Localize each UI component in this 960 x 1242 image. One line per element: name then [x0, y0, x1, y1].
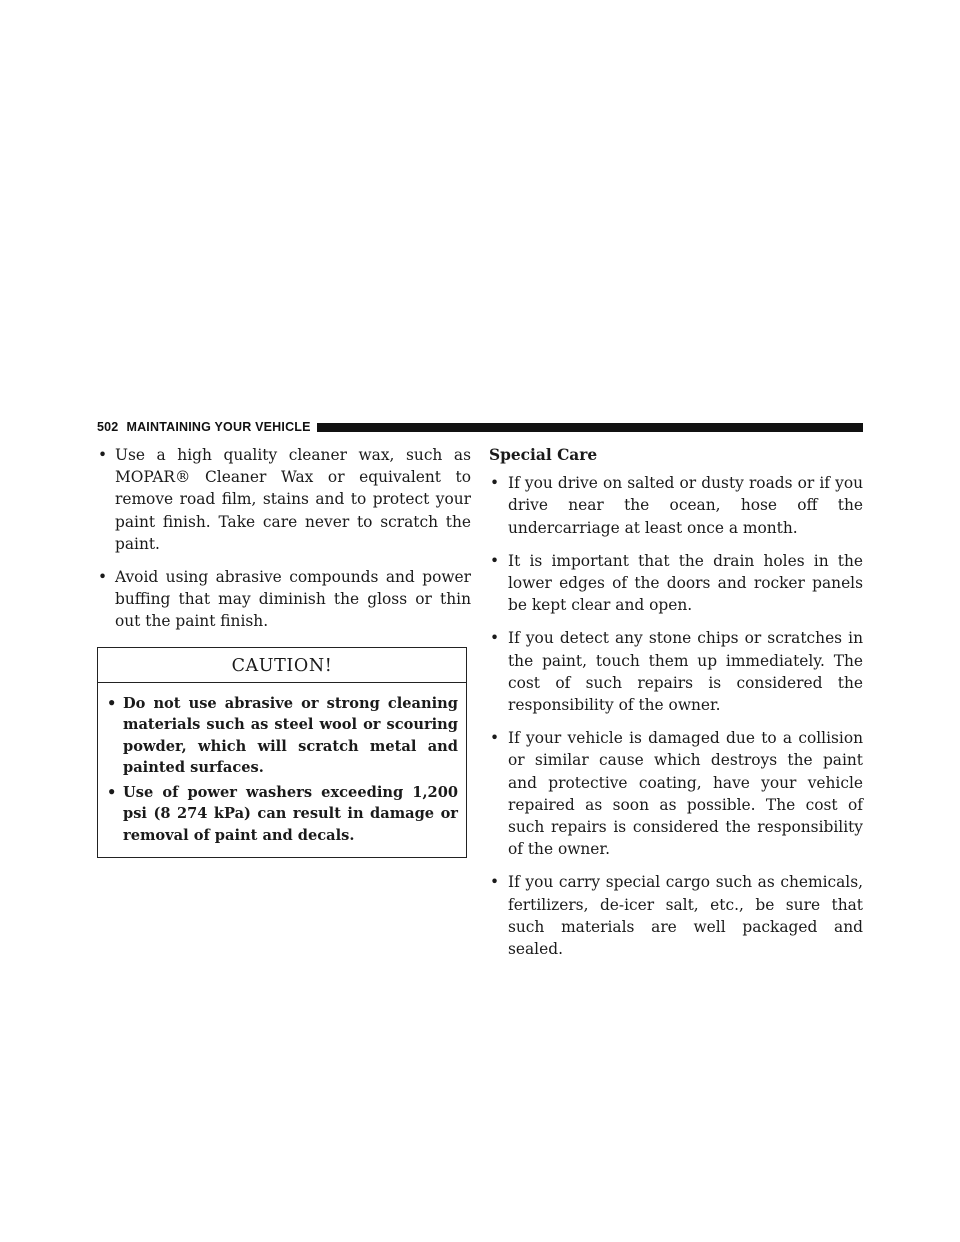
bullet-icon: •: [98, 446, 108, 464]
header-rule: [317, 423, 863, 432]
section-title: MAINTAINING YOUR VEHICLE: [126, 420, 311, 434]
bullet-icon: •: [490, 629, 500, 648]
list-item: [489, 627, 863, 716]
list-item-text: Avoid using abrasive compounds and power buffing that may diminish the gloss or thin out the paint finish.: [115, 568, 471, 631]
list-item-text: If your vehicle is damaged due to a collision or similar cause which destroys the paint and protective coating, have your vehicle repaired as soon as possible. The cost of such repairs is considered the responsibility of the owner.: [508, 729, 863, 859]
bullet-icon: •: [107, 694, 117, 712]
section-heading: Special Care: [489, 446, 598, 464]
list-item: [489, 472, 863, 539]
bullet-icon: •: [490, 474, 500, 493]
left-column: [97, 444, 471, 858]
caution-box: [97, 647, 467, 859]
caution-body: [98, 683, 466, 858]
page-header: [97, 418, 863, 436]
caution-item: [106, 693, 458, 779]
caution-title: CAUTION!: [98, 648, 466, 683]
caution-item: [106, 782, 458, 847]
list-item: [97, 566, 471, 633]
list-item-text: If you drive on salted or dusty roads or if you drive near the ocean, hose off the undercarriage at least once a month.: [508, 474, 863, 537]
right-column: [489, 444, 863, 971]
list-item: [489, 550, 863, 617]
caution-item-text: Do not use abrasive or strong cleaning materials such as steel wool or scouring powder, which will scratch metal and painted surfaces.: [123, 694, 458, 777]
bullet-icon: •: [490, 873, 500, 892]
list-item: [489, 727, 863, 860]
list-item-text: If you detect any stone chips or scratches in the paint, touch them up immediately. The cost of such repairs is considered the responsibility of the owner.: [508, 629, 863, 715]
caution-item-text: Use of power washers exceeding 1,200 psi (8 274 kPa) can result in damage or removal of paint and decals.: [123, 783, 458, 844]
bullet-icon: •: [107, 783, 117, 801]
page-number: 502: [97, 420, 119, 434]
list-item: [97, 444, 471, 555]
list-item-text: It is important that the drain holes in the lower edges of the doors and rocker panels be kept clear and open.: [508, 551, 863, 615]
list-item-text: Use a high quality cleaner wax, such as MOPAR® Cleaner Wax or equivalent to remove road film, stains and to protect your paint finish. Take care never to scratch the paint.: [115, 446, 471, 553]
list-item-text: If you carry special cargo such as chemicals, fertilizers, de-icer salt, etc., be sure that such materials are well packaged and sealed.: [508, 873, 863, 959]
list-item: [489, 871, 863, 960]
bullet-icon: •: [490, 729, 500, 748]
bullet-icon: •: [98, 568, 108, 587]
bullet-icon: •: [490, 551, 500, 570]
